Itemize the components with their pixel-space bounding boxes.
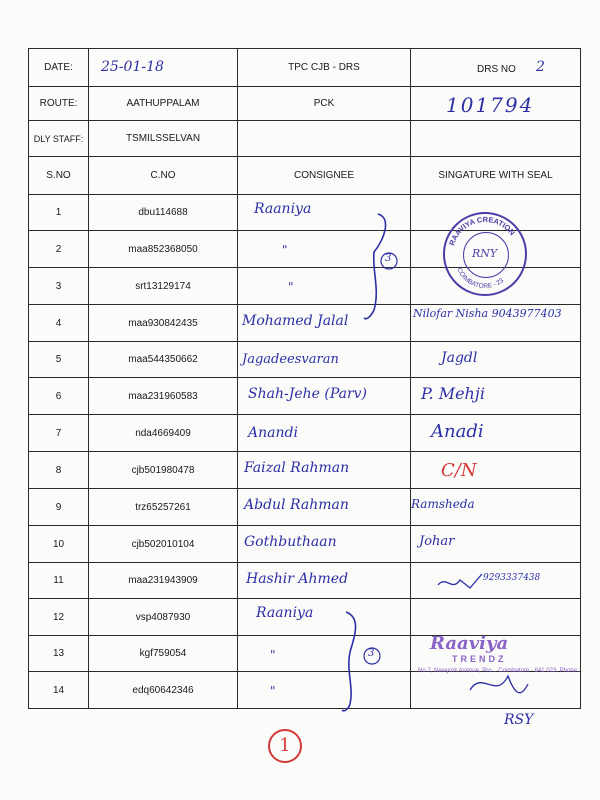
table-row — [29, 599, 581, 636]
footer-initials: RSY — [504, 712, 534, 728]
row-consignee: Anandi — [248, 425, 298, 441]
row-cno: edq60642346 — [89, 672, 238, 709]
row-cno: maa231943909 — [89, 563, 238, 599]
row-sno: 6 — [29, 378, 89, 415]
bracket-note-1: 3 — [385, 253, 392, 264]
table-row — [29, 452, 581, 489]
row-sno: 14 — [29, 672, 89, 709]
table-row — [29, 342, 581, 378]
row-consignee: " — [288, 280, 294, 294]
row-consignee: Faizal Rahman — [244, 460, 350, 476]
row-consignee: " — [282, 243, 288, 257]
row-signature: Nilofar Nisha 9043977403 — [413, 307, 562, 320]
row-consignee: Raaniya — [256, 605, 314, 621]
company-stamp — [418, 633, 588, 693]
delivery-run-sheet — [28, 48, 581, 709]
row-consignee-cell — [238, 415, 411, 452]
row-signature: 9293337438 — [483, 573, 541, 583]
row-cno: maa852368050 — [89, 231, 238, 268]
row-cno: dbu114688 — [89, 195, 238, 231]
drs-no-label: DRS NO — [477, 64, 516, 75]
row-signature: Anadi — [431, 421, 484, 442]
row-cno: srt13129174 — [89, 268, 238, 305]
date-value-cell — [89, 49, 238, 87]
row-cno: trz65257261 — [89, 489, 238, 526]
table-row — [29, 378, 581, 415]
drs-no-cell — [411, 49, 581, 87]
row-cno: maa544350662 — [89, 342, 238, 378]
staff-value: TSMILSSELVAN — [89, 121, 238, 157]
col-cno: C.NO — [89, 157, 238, 195]
row-signature-cell — [411, 563, 581, 599]
header-row-staff — [29, 121, 581, 157]
row-sno: 8 — [29, 452, 89, 489]
row-sno: 9 — [29, 489, 89, 526]
seal-bottom-text: COIMBATORE - 23 — [455, 266, 506, 291]
row-consignee-cell — [238, 636, 411, 672]
row-sno: 11 — [29, 563, 89, 599]
route-value: AATHUPPALAM — [89, 87, 238, 121]
row-consignee: " — [270, 648, 276, 662]
row-signature-cell — [411, 342, 581, 378]
table-row — [29, 563, 581, 599]
row-sno: 4 — [29, 305, 89, 342]
row-signature: Ramsheda — [411, 497, 475, 511]
row-signature: Jagdl — [441, 350, 478, 366]
row-consignee-cell — [238, 268, 411, 305]
row-signature: P. Mehji — [421, 384, 485, 403]
date-label: DATE: — [29, 49, 89, 87]
row-consignee-cell — [238, 305, 411, 342]
row-consignee-cell — [238, 342, 411, 378]
row-cno: vsp4087930 — [89, 599, 238, 636]
row-consignee-cell — [238, 195, 411, 231]
row-cno: nda4669409 — [89, 415, 238, 452]
col-consignee: CONSIGNEE — [238, 157, 411, 195]
row-consignee: Jagadeesvaran — [242, 352, 339, 367]
row-consignee-cell — [238, 378, 411, 415]
row-consignee: Abdul Rahman — [244, 497, 349, 513]
col-signature: SINGATURE WITH SEAL — [411, 157, 581, 195]
row-sno: 7 — [29, 415, 89, 452]
row-consignee: Shah-Jehe (Parv) — [248, 386, 368, 402]
row-signature: C/N — [441, 460, 477, 481]
row-cno: cjb501980478 — [89, 452, 238, 489]
office-name: TPC CJB - DRS — [238, 49, 411, 87]
table-row — [29, 489, 581, 526]
header-row-date — [29, 49, 581, 87]
row-consignee-cell — [238, 526, 411, 563]
row-consignee: " — [270, 684, 276, 698]
row-sno: 2 — [29, 231, 89, 268]
row-sno: 3 — [29, 268, 89, 305]
row-sno: 13 — [29, 636, 89, 672]
row-consignee: Raaniya — [254, 201, 312, 217]
date-value: 25-01-18 — [101, 59, 164, 75]
row-consignee-cell — [238, 672, 411, 709]
row-consignee-cell — [238, 452, 411, 489]
column-header-row — [29, 157, 581, 195]
page-number-circle: 1 — [268, 729, 302, 763]
table-row — [29, 526, 581, 563]
row-signature-cell — [411, 415, 581, 452]
row-sno: 1 — [29, 195, 89, 231]
row-signature: Johar — [419, 534, 455, 549]
row-cno: maa930842435 — [89, 305, 238, 342]
row-sno: 5 — [29, 342, 89, 378]
row-sno: 12 — [29, 599, 89, 636]
pck-value-cell — [411, 87, 581, 121]
row-signature-cell — [411, 452, 581, 489]
pck-label: PCK — [238, 87, 411, 121]
row-signature-cell — [411, 305, 581, 342]
row-sno: 10 — [29, 526, 89, 563]
row-consignee: Hashir Ahmed — [246, 571, 349, 587]
row-signature-cell — [411, 378, 581, 415]
stamp-sub: TRENDZ — [452, 654, 507, 664]
row-signature-cell — [411, 526, 581, 563]
row-signature-cell — [411, 489, 581, 526]
staff-label: DLY STAFF: — [29, 121, 89, 157]
row-consignee: Gothbuthaan — [244, 534, 337, 550]
row-consignee-cell — [238, 489, 411, 526]
seal-center-initials: RNY — [472, 247, 498, 260]
row-signature-cell — [411, 599, 581, 636]
bracket-note-2: 3 — [368, 648, 375, 659]
stamp-address: No.7, Newyork Avenue, Pro... Coimbatore - 641 023. Phone... — [418, 668, 582, 674]
row-cno: maa231960583 — [89, 378, 238, 415]
stamp-logo-name: Raaviya — [430, 633, 509, 654]
col-sno: S.NO — [29, 157, 89, 195]
row-cno: kgf759054 — [89, 636, 238, 672]
table-row — [29, 415, 581, 452]
seal-top-text: RAAVIYA CREATION — [447, 214, 517, 247]
row-consignee-cell — [238, 599, 411, 636]
table-row — [29, 305, 581, 342]
drs-no-value: 2 — [536, 59, 545, 75]
row-consignee: Mohamed Jalal — [242, 313, 349, 329]
pck-value: 101794 — [446, 93, 535, 117]
route-label: ROUTE: — [29, 87, 89, 121]
round-seal-stamp — [443, 212, 527, 296]
row-consignee-cell — [238, 563, 411, 599]
row-cno: cjb502010104 — [89, 526, 238, 563]
header-row-route — [29, 87, 581, 121]
